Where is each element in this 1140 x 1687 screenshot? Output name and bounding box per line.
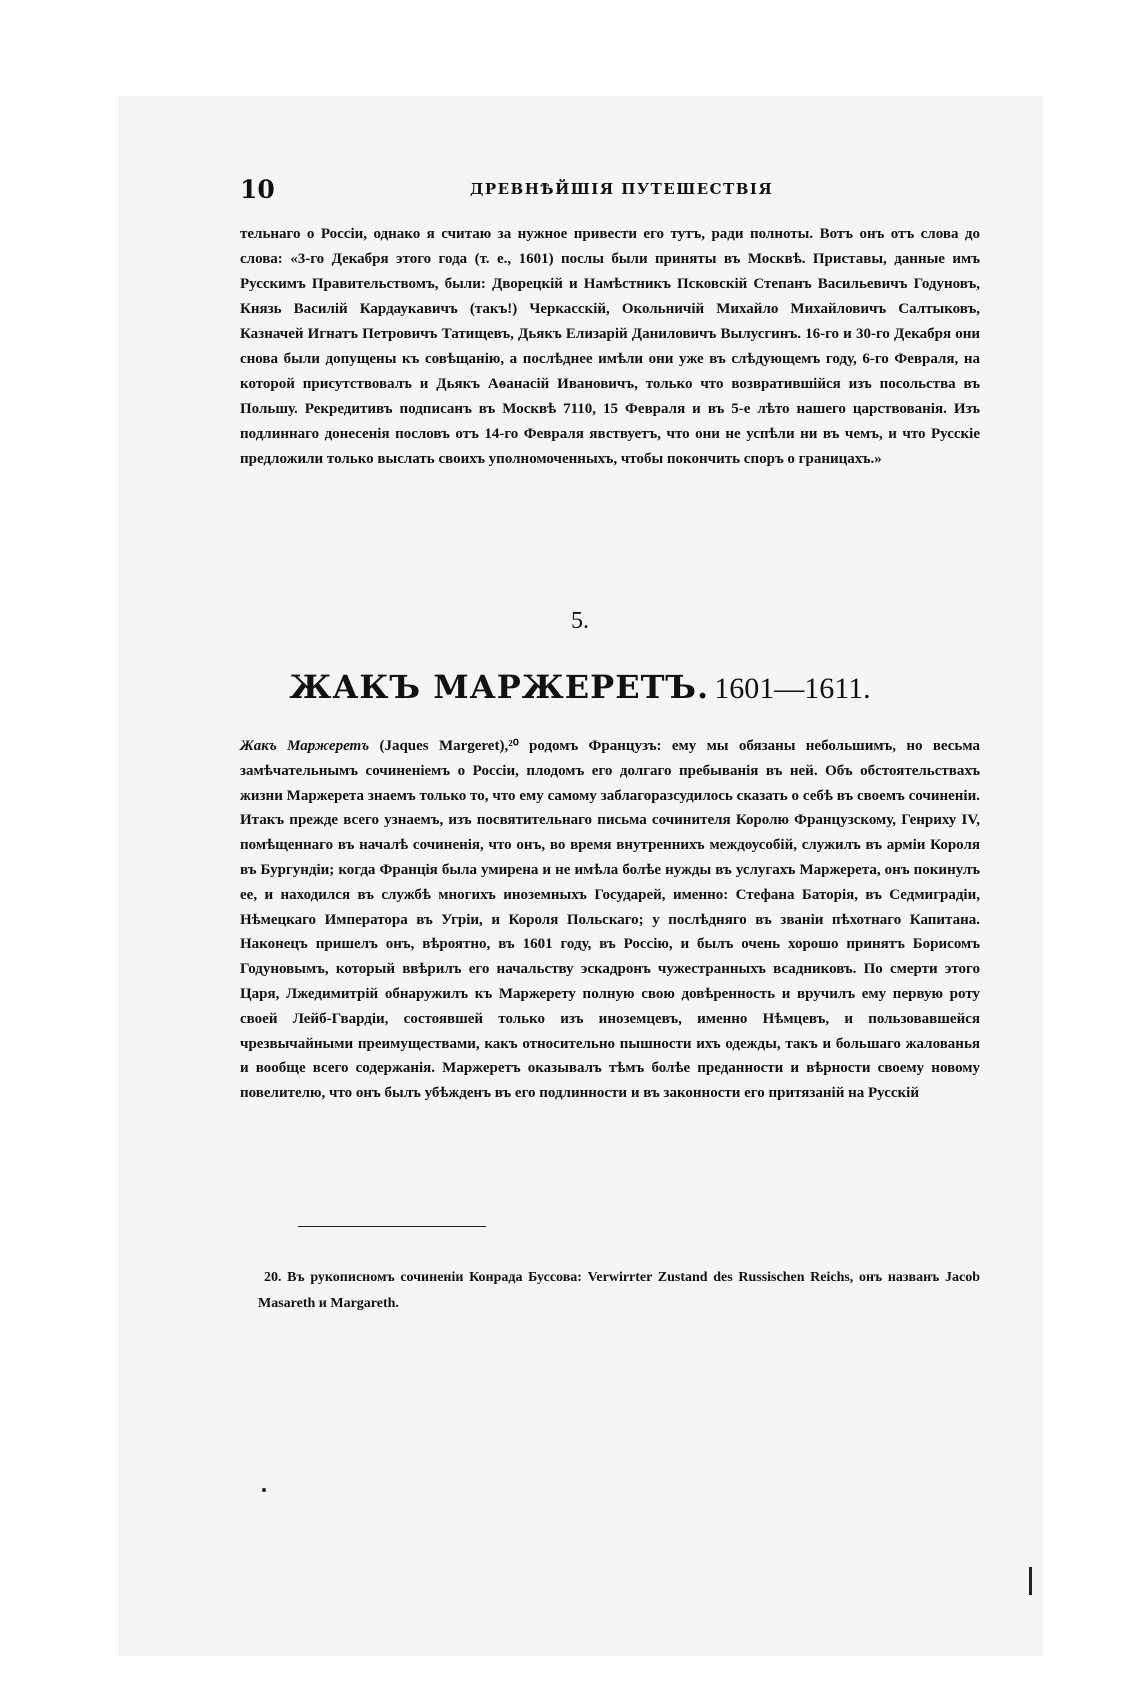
footnote: 20. Въ рукописномъ сочиненіи Конрада Буссова: Verwirrter Zustand des Russischen Reichs, онъ названъ Jacob Masareth и Margareth. xyxy=(258,1270,980,1311)
section-number: 5. xyxy=(571,608,589,634)
page-header xyxy=(240,175,980,205)
body-paragraph xyxy=(240,734,980,1106)
footnote-divider xyxy=(298,1226,486,1227)
section-heading xyxy=(0,668,1140,706)
body-lead-name: Жакъ Маржеретъ xyxy=(240,738,370,754)
scan-edge-mark xyxy=(1029,1567,1032,1595)
running-title: ДРЕВНѢЙШІЯ ПУТЕШЕСТВІЯ xyxy=(470,180,774,198)
scan-speck xyxy=(262,1488,266,1492)
intro-paragraph: тельнаго о Россіи, однако я считаю за нужное привести его тутъ, ради полноты. Вотъ онъ отъ слова до слова: «3-го Декабря этого года (т. е., 1601) послы были приняты въ Москвѣ. Приставы, данные имъ Русскимъ Правительствомъ, были: Дворецкій и Намѣстникъ Псковскій Степанъ Васильевичъ Годуновъ, Князь Василій Кардаукавичъ (такъ!) Черкасскій, Окольничій Михайло Михайловичъ Салтыковъ, Казначей Игнатъ Петровичъ Татищевъ, Дьякъ Елизарій Даниловичъ Вылусгинъ. 16-го и 30-го Декабря они снова были допущены къ совѣщанію, а послѣднее имѣли они уже въ слѣдующемъ году, 6-го Февраля, на которой присутствовалъ и Дьякъ Аѳанасій Ивановичъ, только что возвратившійся изъ посольства въ Польшу. Рекредитивъ подписанъ въ Москвѣ 7110, 15 Февраля и въ 5-е лѣто нашего царствованія. Изъ подлиннаго донесенія пословъ отъ 14-го Февраля явствуетъ, что они не успѣли ни въ чемъ, и что Русскіе предложили только выслать своихъ уполномоченныхъ, чтобы покончить споръ о границахъ.» xyxy=(240,226,980,467)
page-number: 10 xyxy=(240,175,275,204)
heading-dates: 1601—1611. xyxy=(714,672,871,705)
heading-name: ЖАКЪ МАРЖЕРЕТЪ. xyxy=(289,668,710,706)
body-paragraph-text: (Jaques Margeret),²⁰ родомъ Французъ: ему мы обязаны небольшимъ, но весьма замѣчательнымъ сочиненіемъ о Россіи, плодомъ его долгаго пребыванія въ ней. Объ обстоятельствахъ жизни Маржерета знаемъ только то, что ему самому заблагоразсудилось сказать о себѣ въ своемъ сочиненіи. Итакъ прежде всего узнаемъ, изъ посвятительнаго письма сочинителя Королю Французскому, Генриху IV, помѣщеннаго въ началѣ сочиненія, что онъ, во время внутреннихъ междоусобій, служилъ въ арміи Короля въ Бургундіи; когда Франція была умирена и не имѣла болѣе нужды въ услугахъ Маржерета, онъ покинулъ ее, и находился въ службѣ многихъ иноземныхъ Государей, именно: Стефана Баторія, въ Седмиградіи, Нѣмецкаго Императора въ Угріи, и Короля Польскаго; у послѣдняго въ званіи пѣхотнаго Капитана. Наконецъ пришелъ онъ, вѣроятно, въ 1601 году, въ Россію, и былъ очень хорошо принятъ Борисомъ Годуновымъ, который ввѣрилъ его начальству эскадронъ чужестранныхъ всадниковъ. По смерти этого Царя, Лжедимитрій обнаружилъ къ Маржерету полную свою довѣренность и вручилъ ему первую роту своей Лейб-Гвардіи, состоявшей только изъ иноземцевъ, именно Нѣмцевъ, и пользовавшейся чрезвычайными преимуществами, какъ относительно пышности ихъ одежды, такъ и большаго жалованья и вообще всего содержанія. Маржеретъ оказывалъ тѣмъ болѣе преданности и вѣрности своему новому повелителю, что онъ былъ убѣжденъ въ его подлинности и въ законности его притязаній на Русскій xyxy=(240,738,980,1102)
